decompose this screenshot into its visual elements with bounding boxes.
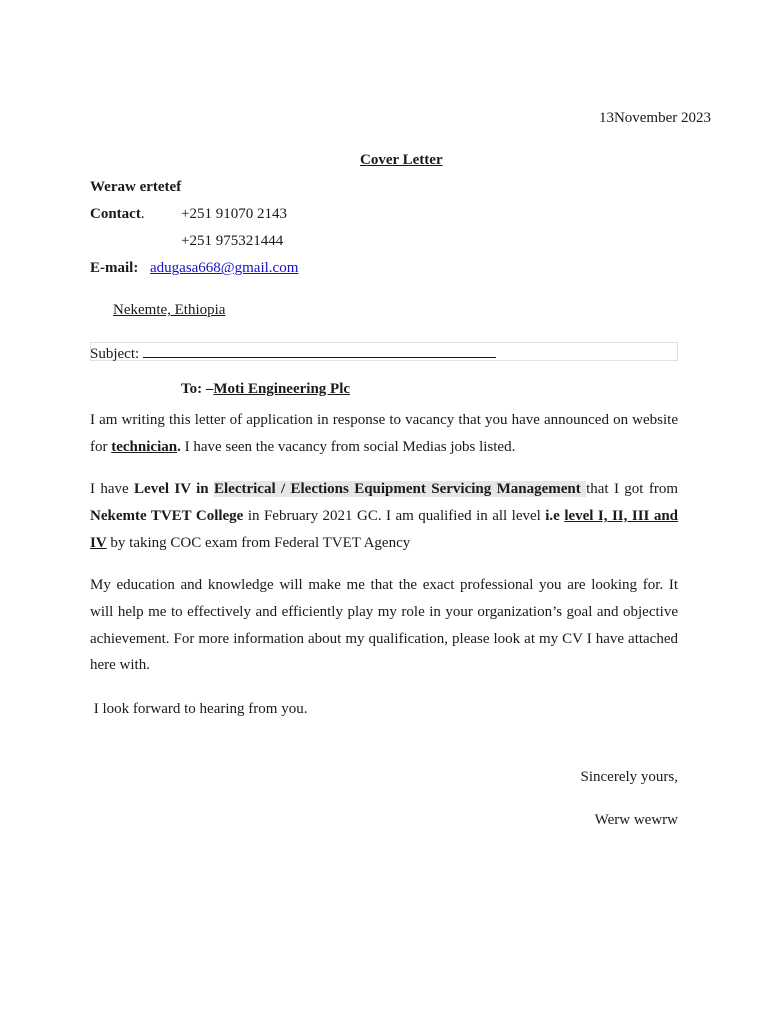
paragraph-intro [90,407,678,461]
edu-line-3: achievement. For more information about my qualification, please look at my CV I have attached [90,630,678,647]
qual-text-3: in February 2021 GC. I am qualified in all level [243,507,546,524]
qual-levels-1: level I, II, III and [564,507,679,524]
sender-name: Weraw ertetef [90,179,182,195]
qual-text-2: that I got from [586,481,678,497]
qual-ie: i.e [545,507,560,524]
qual-levels-2: IV [90,534,107,551]
recipient-line [181,380,350,398]
intro-dot: . [177,438,181,455]
intro-for: for [90,438,112,455]
recipient-company: Moti Engineering Plc [213,381,351,397]
qual-line-2 [90,503,678,530]
paragraph-education [90,572,678,679]
intro-position: technician [111,438,178,455]
intro-line-2 [90,434,678,461]
phone-primary: +251 91070 2143 [181,206,287,222]
email-link[interactable]: adugasa668@gmail.com [150,260,299,276]
qual-line-1 [90,476,678,503]
recipient-label: To: – [181,381,214,397]
closing-line: I look forward to hearing from you. [90,701,308,717]
subject-line [90,343,496,363]
email-label: E-mail: [90,260,139,276]
subject-label: Subject: [90,346,140,362]
qual-level: Level IV in [134,481,209,497]
qual-field: Electrical / Elections Equipment Servicing Management [214,481,587,497]
phone-secondary: +251 975321444 [181,233,284,249]
paragraph-qualification [90,476,678,556]
qual-text-1: I have [90,481,135,497]
edu-line-2: will help me to effectively and efficiently play my role in your organization’s goal and objective [90,603,678,620]
signature-name: Werw wewrw [594,812,678,828]
intro-line-1: I am writing this letter of application in response to vacancy that you have announced on website [90,412,678,428]
qual-line-3 [90,530,678,557]
subject-blank-rule [143,343,496,358]
contact-punct: . [140,206,145,222]
qual-college: Nekemte TVET College [90,507,244,524]
contact-label: Contact [90,206,141,222]
qual-text-4: by taking COC exam from Federal TVET Agency [106,534,411,551]
letter-date: 13November 2023 [598,110,711,126]
intro-rest: I have seen the vacancy from social Medias jobs listed. [180,438,516,455]
edu-line-1: My education and knowledge will make me that the exact professional you are looking for. It [90,577,678,593]
letter-title: Cover Letter [360,152,443,168]
sender-location: Nekemte, Ethiopia [113,302,226,318]
edu-line-4: here with. [90,657,150,674]
signoff: Sincerely yours, [580,769,678,785]
contact-row [90,205,145,223]
